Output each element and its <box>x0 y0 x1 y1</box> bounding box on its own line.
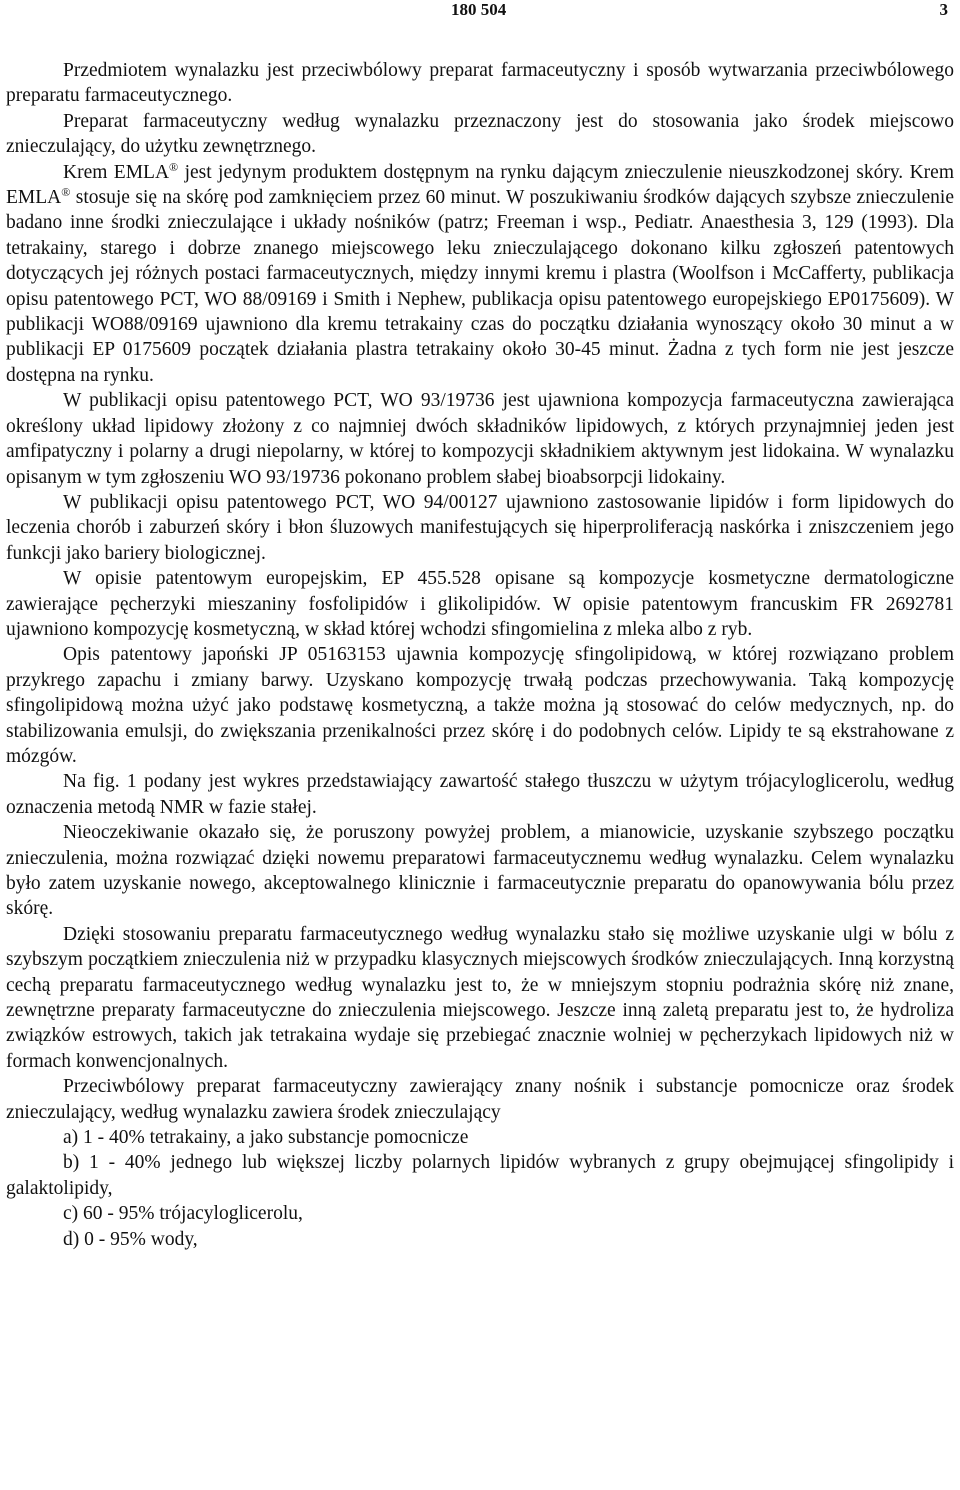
paragraph: Krem EMLA® jest jedynym produktem dostępnym na rynku dającym znieczulenie nieuszkodzonej skóry. Krem EMLA® stosuje się na skórę pod zamknięciem przez 60 minut. W poszukiwaniu środków dających szybsze znieczulenie badano inne środki znieczulające i układy nośników (patrz; Freeman i wsp., Pediatr. Anaesthesia 3, 129 (1993). Dla tetrakainy, starego i dobrze znanego miejscowego leku znieczulającego dokonano kilku zgłoszeń patentowych dotyczących jej różnych postaci farmaceutycznych, między innymi kremu i plastra (Woolfson i McCafferty, publikacja opisu patentowego PCT, WO 88/09169 i Smith i Nephew, publikacja opisu patentowego europejskiego EP0175609). W publikacji WO88/09169 ujawniono dla kremu tetrakainy czas do początku działania wynoszący około 30 minut a w publikacji EP 0175609 początek działania plastra tetrakainy około 30-45 minut. Żadna z tych form nie jest jeszcze dostępna na rynku. <box>6 159 954 386</box>
paragraph: Na fig. 1 podany jest wykres przedstawiający zawartość stałego tłuszczu w użytym trójacyloglicerolu, według oznaczenia metodą NMR w fazie stałej. <box>6 771 954 818</box>
paragraph: Przeciwbólowy preparat farmaceutyczny zawierający znany nośnik i substancje pomocnicze oraz środek znieczulający, według wynalazku zawiera środek znieczulający <box>6 1076 954 1123</box>
page-number: 3 <box>939 0 948 19</box>
registered-mark: ® <box>61 185 71 200</box>
registered-mark: ® <box>169 159 179 174</box>
document-body <box>6 58 954 1252</box>
paragraph: Przedmiotem wynalazku jest przeciwbólowy preparat farmaceutyczny i sposób wytwarzania przeciwbólowego preparatu farmaceutycznego. <box>6 60 954 107</box>
paragraph: Opis patentowy japoński JP 05163153 ujawnia kompozycję sfingolipidową, w której rozwiązano problem przykrego zapachu i zmiany barwy. Uzyskano kompozycję trwałą podczas przechowywania. Taką kompozycję sfingolipidową można użyć jako podstawę kosmetyczną, a także można ją stosować do celów medycznych, np. do stabilizowania emulsji, do zwiększania przenikalności przez skórę i do podobnych celów. Lipidy te są ekstrahowane z mózgów. <box>6 644 954 767</box>
paragraph: Dzięki stosowaniu preparatu farmaceutycznego według wynalazku stało się możliwe uzyskanie ulgi w bólu z szybszym początkiem znieczulenia niż w przypadku klasycznych miejscowych środków znieczulających. Inną korzystną cechą preparatu farmaceutycznego według wynalazku jest to, że w mniejszym stopniu podrażnia skórę niż znane, zewnętrzne preparaty farmaceutyczne do znieczulenia miejscowego. Jeszcze inną zaletą preparatu jest to, że hydroliza związków estrowych, takich jak tetrakaina wydaje się przebiegać znacznie wolniej w pęcherzykach lipidowych niż w formach konwencjonalnych. <box>6 923 954 1072</box>
paragraph: Preparat farmaceutyczny według wynalazku przeznaczony jest do stosowania jako środek miejscowo znieczulający, do użytku zewnętrznego. <box>6 110 954 158</box>
list-item: a) 1 - 40% tetrakainy, a jako substancje pomocnicze <box>63 1127 469 1149</box>
list-item: b) 1 - 40% jednego lub większej liczby polarnych lipidów wybranych z grupy obejmującej sfingolipidy i galaktolipidy, <box>6 1152 954 1199</box>
list-item: c) 60 - 95% trójacyloglicerolu, <box>63 1203 303 1225</box>
paragraph: W publikacji opisu patentowego PCT, WO 94/00127 ujawniono zastosowanie lipidów i form lipidowych do leczenia chorób i zaburzeń skóry i błon śluzowych manifestujących się hiperproliferacją naskórka i zniszczeniem jego funkcji jako bariery biologicznej. <box>6 491 954 564</box>
paragraph: Nieoczekiwanie okazało się, że poruszony powyżej problem, a mianowicie, uzyskanie szybszego początku znieczulenia, można rozwiązać dzięki nowemu preparatowi farmaceutycznemu według wynalazku. Celem wynalazku było zatem uzyskanie nowego, akceptowalnego klinicznie i farmaceutycznie preparatu do opanowywania bólu przez skórę. <box>6 822 954 920</box>
page-header <box>6 0 954 58</box>
list-item: d) 0 - 95% wody, <box>63 1228 198 1250</box>
paragraph: W opisie patentowym europejskim, EP 455.528 opisane są kompozycje kosmetyczne dermatologiczne zawierające pęcherzyki mieszaniny fosfolipidów i glikolipidów. W opisie patentowym francuskim FR 2692781 ujawniono kompozycję kosmetyczną, w skład której wchodzi sfingomielina z mleka albo z ryb. <box>6 568 954 640</box>
document-number: 180 504 <box>451 0 507 19</box>
paragraph: W publikacji opisu patentowego PCT, WO 93/19736 jest ujawniona kompozycja farmaceutyczna zawierająca określony układ lipidowy złożony z co najmniej dwóch składników lipidowych, z których przynajmniej jeden jest amfipatyczny i polarny a drugi niepolarny, w której to kompozycji składnikiem aktywnym jest lidokaina. W wynalazku opisanym w tym zgłoszeniu WO 93/19736 pokonano problem słabej bioabsorpcji lidokainy. <box>6 390 954 488</box>
